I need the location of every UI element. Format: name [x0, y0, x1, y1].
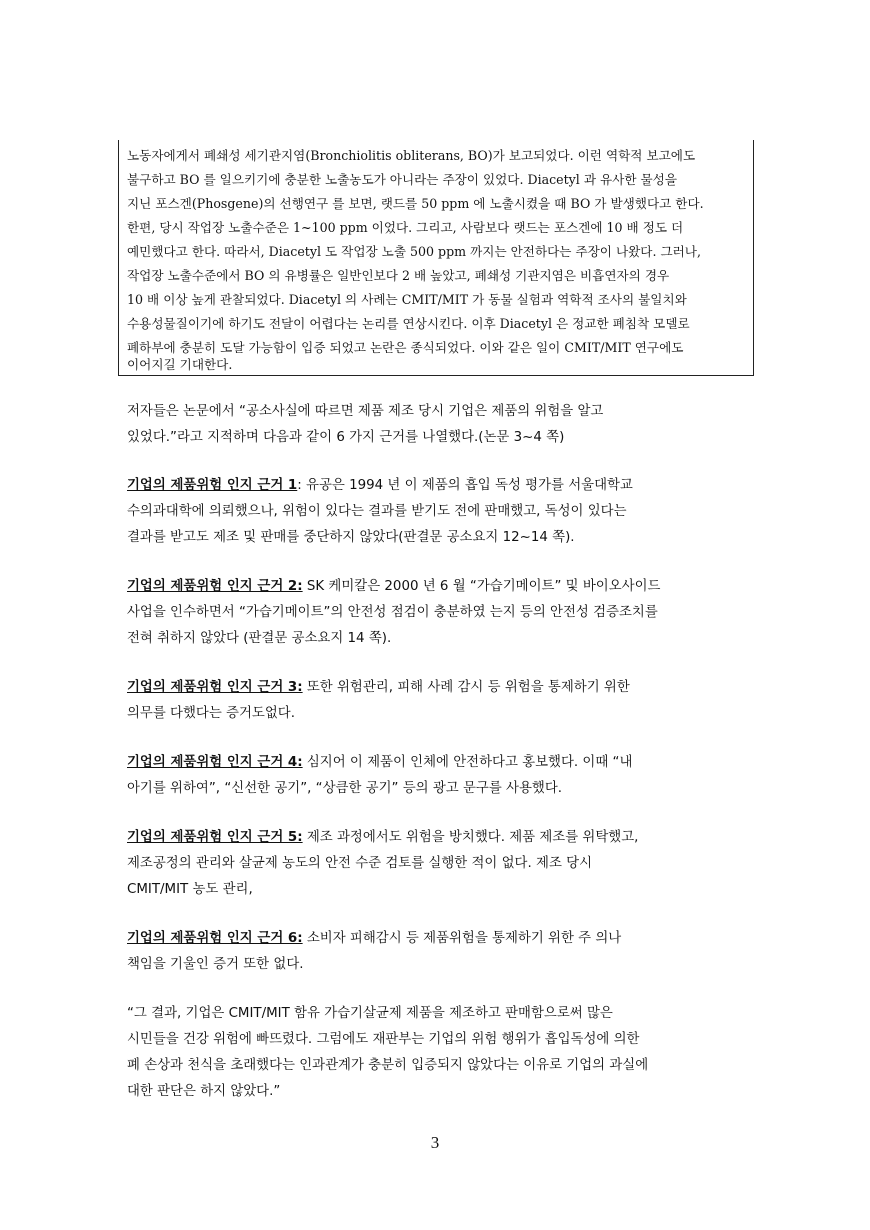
box-line: 노동자에게서 폐쇄성 세기관지염(Bronchiolitis obliterans, BO)가 보고되었다. 이런 역학적 보고에도	[127, 148, 696, 163]
intro-line: 있었다.”라고 지적하며 다음과 같이 6 가지 근거를 나열했다.(논문 3~4 쪽)	[127, 430, 565, 445]
conclusion-line: 대한 판단은 하지 않았다.”	[127, 1084, 281, 1099]
evidence-6-first-line	[127, 927, 621, 951]
conclusion-line: 폐 손상과 천식을 초래했다는 인과관계가 충분히 입증되지 않았다는 이유로 기업의 과실에	[127, 1058, 649, 1073]
evidence-5-heading: 기업의 제품위험 인지 근거 5:	[127, 830, 303, 845]
evidence-2-text: SK 케미칼은 2000 년 6 월 “가습기메이트” 및 바이오사이드	[302, 579, 661, 594]
box-line: 폐하부에 충분히 도달 가능함이 입증 되었고 논란은 종식되었다. 이와 같은 일이 CMIT/MIT 연구에도	[127, 340, 684, 355]
box-line: 예민했다고 한다. 따라서, Diacetyl 도 작업장 노출 500 ppm 까지는 안전하다는 주장이 나왔다. 그러나,	[127, 244, 701, 259]
evidence-2-line: 사업을 인수하면서 “가습기메이트”의 안전성 점검이 충분하였 는지 등의 안전성 검증조치를	[127, 605, 658, 620]
box-line: 불구하고 BO 를 일으키기에 충분한 노출농도가 아니라는 주장이 있었다. Diacetyl 과 유사한 물성을	[127, 172, 677, 187]
evidence-5-text: 제조 과정에서도 위험을 방치했다. 제품 제조를 위탁했고,	[302, 830, 639, 845]
evidence-3-heading: 기업의 제품위험 인지 근거 3:	[127, 680, 303, 695]
evidence-3-line: 의무를 다했다는 증거도없다.	[127, 706, 295, 721]
evidence-4-line: 아기를 위하여”, “신선한 공기”, “상큼한 공기” 등의 광고 문구를 사용했다.	[127, 781, 563, 796]
box-line: 작업장 노출수준에서 BO 의 유병률은 일반인보다 2 배 높았고, 폐쇄성 기관지염은 비흡연자의 경우	[127, 268, 670, 283]
evidence-5-line: 제조공정의 관리와 살균제 농도의 안전 수준 검토를 실행한 적이 없다. 제조 당시	[127, 856, 593, 871]
evidence-4-first-line	[127, 751, 632, 775]
box-line: 수용성물질이기에 하기도 전달이 어렵다는 논리를 연상시킨다. 이후 Diacetyl 은 정교한 폐침착 모델로	[127, 316, 690, 331]
conclusion-line: “그 결과, 기업은 CMIT/MIT 함유 가습기살균제 제품을 제조하고 판매함으로써 많은	[127, 1006, 613, 1021]
evidence-5-first-line	[127, 826, 638, 850]
evidence-5-line: CMIT/MIT 농도 관리,	[127, 882, 253, 897]
box-line: 지닌 포스겐(Phosgene)의 선행연구 를 보면, 랫드를 50 ppm 에 노출시켰을 때 BO 가 발생했다고 한다.	[127, 196, 704, 211]
evidence-6-heading: 기업의 제품위험 인지 근거 6:	[127, 931, 303, 946]
evidence-2-first-line	[127, 575, 660, 599]
evidence-1-heading: 기업의 제품위험 인지 근거 1	[127, 478, 298, 493]
evidence-6-text: 소비자 피해감시 등 제품위험을 통제하기 위한 주 의나	[302, 931, 622, 946]
evidence-1-first-line	[127, 474, 633, 498]
page-number: 3	[430, 1133, 440, 1152]
box-line: 이어지길 기대한다.	[127, 357, 233, 372]
evidence-1-text: : 유공은 1994 년 이 제품의 흡입 독성 평가를 서울대학교	[297, 478, 633, 493]
evidence-4-text: 심지어 이 제품이 인체에 안전하다고 홍보했다. 이때 “내	[302, 755, 633, 770]
evidence-2-heading: 기업의 제품위험 인지 근거 2:	[127, 579, 303, 594]
box-line: 10 배 이상 높게 관찰되었다. Diacetyl 의 사례는 CMIT/MIT 가 동물 실험과 역학적 조사의 불일치와	[127, 292, 687, 307]
evidence-3-first-line	[127, 676, 630, 700]
evidence-6-line: 책임을 기울인 증거 또한 없다.	[127, 957, 304, 972]
evidence-2-line: 전혀 취하지 않았다 (판결문 공소요지 14 쪽).	[127, 631, 392, 646]
conclusion-line: 시민들을 건강 위험에 빠뜨렸다. 그럼에도 재판부는 기업의 위험 행위가 흡입독성에 의한	[127, 1032, 640, 1047]
box-line: 한편, 당시 작업장 노출수준은 1~100 ppm 이었다. 그리고, 사람보다 랫드는 포스겐에 10 배 정도 더	[127, 220, 684, 235]
evidence-1-line: 수의과대학에 의뢰했으나, 위험이 있다는 결과를 받기도 전에 판매했고, 독성이 있다는	[127, 504, 627, 519]
intro-line: 저자들은 논문에서 “공소사실에 따르면 제품 제조 당시 기업은 제품의 위험을 알고	[127, 404, 604, 419]
evidence-1-line: 결과를 받고도 제조 및 판매를 중단하지 않았다(판결문 공소요지 12~14 쪽).	[127, 530, 575, 545]
evidence-3-text: 또한 위험관리, 피해 사례 감시 등 위험을 통제하기 위한	[302, 680, 630, 695]
evidence-4-heading: 기업의 제품위험 인지 근거 4:	[127, 755, 303, 770]
